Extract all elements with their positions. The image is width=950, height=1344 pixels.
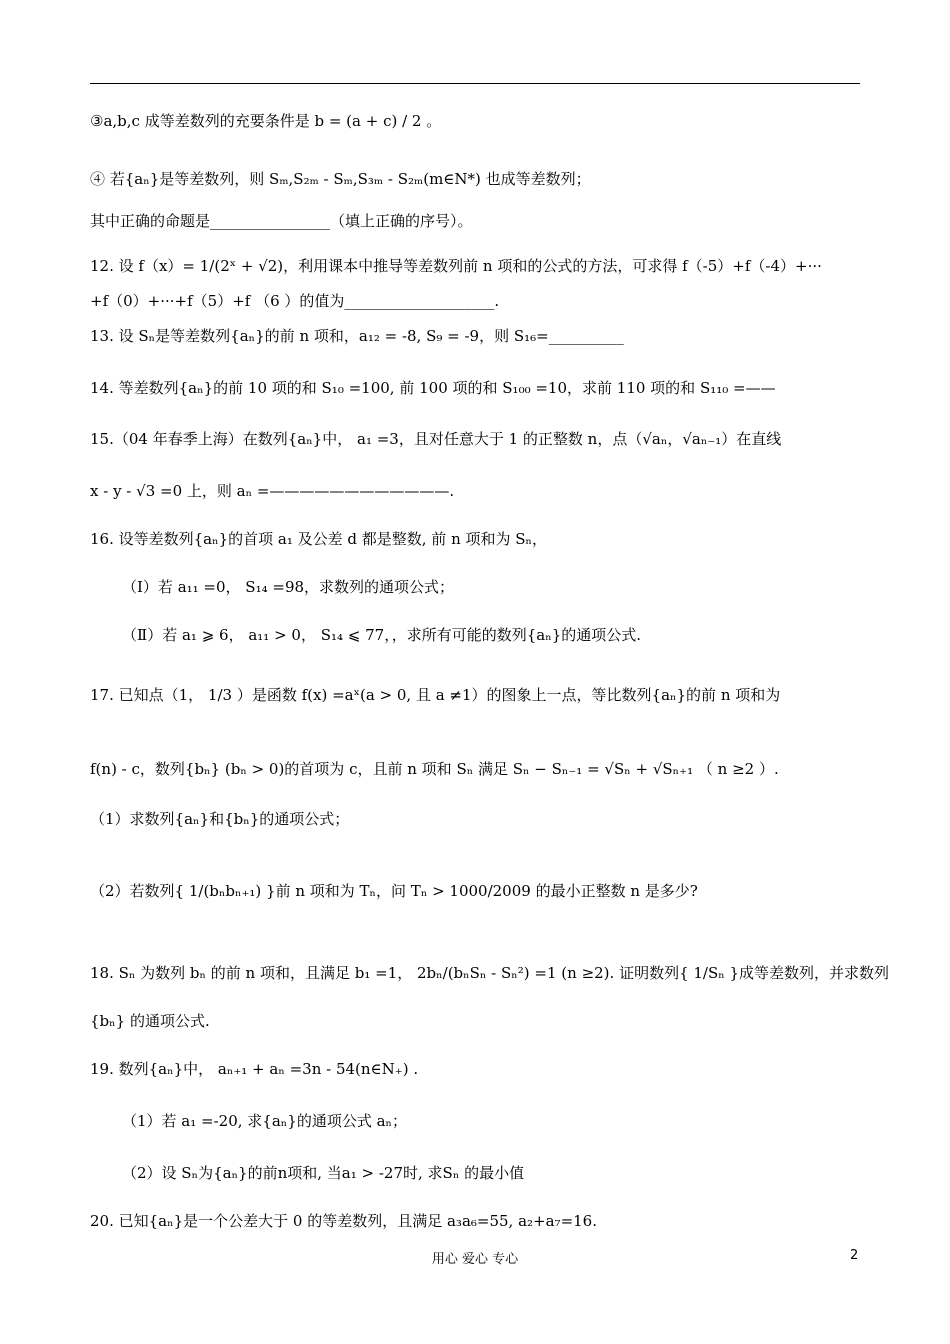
problem-15-line2: x - y - √3 =0 上，则 aₙ =————————————.: [90, 482, 455, 500]
problem-18-line2: {bₙ} 的通项公式.: [90, 1012, 210, 1030]
page-footer: 用心 爱心 专心: [431, 1252, 519, 1267]
problem-20: 20. 已知{aₙ}是一个公差大于 0 的等差数列，且满足 a₃a₆=55, a₂+a₇=16.: [90, 1212, 597, 1230]
problem-17-line1: 17. 已知点（1， 1/3 ）是函数 f(x) =aˣ(a > 0, 且 a ≠1）的图象上一点，等比数列{aₙ}的前 n 项和为: [90, 686, 781, 704]
problem-12-line2: +f（0）+···+f（5）+f （6 ）的值为____________________.: [90, 292, 500, 310]
problem-16: 16. 设等差数列{aₙ}的首项 a₁ 及公差 d 都是整数, 前 n 项和为 Sₙ，: [90, 530, 548, 548]
problem-15-line1: 15.（04 年春季上海）在数列{aₙ}中， a₁ =3，且对任意大于 1 的正整数 n，点（√aₙ，√aₙ₋₁）在直线: [90, 430, 782, 448]
proposition-3: ③a,b,c 成等差数列的充要条件是 b = (a + c) / 2 。: [90, 112, 442, 130]
problem-16-part2: （Ⅱ）若 a₁ ⩾ 6， a₁₁ > 0， S₁₄ ⩽ 77，，求所有可能的数列{aₙ}的通项公式.: [122, 626, 642, 644]
header-rule: [90, 83, 860, 84]
page-number: 2: [850, 1248, 859, 1263]
problem-19-part2: （2）设 Sₙ为{aₙ}的前n项和, 当a₁ > -27时, 求Sₙ 的最小值: [122, 1164, 525, 1182]
problem-19: 19. 数列{aₙ}中， aₙ₊₁ + aₙ =3n - 54(n∈N₊) .: [90, 1060, 419, 1078]
problem-18-line1: 18. Sₙ 为数列 bₙ 的前 n 项和，且满足 b₁ =1， 2bₙ/(bₙSₙ - Sₙ²) =1 (n ≥2). 证明数列{ 1/Sₙ }成等差数列，并求数列: [90, 964, 890, 982]
problem-16-part1: （Ⅰ）若 a₁₁ =0， S₁₄ =98，求数列的通项公式；: [122, 578, 455, 596]
problem-19-part1: （1）若 a₁ =-20, 求{aₙ}的通项公式 aₙ；: [122, 1112, 408, 1130]
problem-14: 14. 等差数列{aₙ}的前 10 项的和 S₁₀ =100, 前 100 项的和 S₁₀₀ =10，求前 110 项的和 S₁₁₀ =——: [90, 379, 776, 397]
problem-17-part2: （2）若数列{ 1/(bₙbₙ₊₁) }前 n 项和为 Tₙ，问 Tₙ > 1000/2009 的最小正整数 n 是多少?: [90, 882, 698, 900]
proposition-answer: 其中正确的命题是________________（填上正确的序号）。: [90, 212, 473, 230]
problem-13: 13. 设 Sₙ是等差数列{aₙ}的前 n 项和，a₁₂ = -8, S₉ = -9，则 S₁₆=__________: [90, 327, 624, 345]
problem-17-part1: （1）求数列{aₙ}和{bₙ}的通项公式；: [90, 810, 350, 828]
proposition-4: ④ 若{aₙ}是等差数列，则 Sₘ,S₂ₘ - Sₘ,S₃ₘ - S₂ₘ(m∈N*) 也成等差数列；: [90, 170, 591, 188]
problem-12-line1: 12. 设 f（x）= 1/(2ˣ + √2)，利用课本中推导等差数列前 n 项和的公式的方法，可求得 f（-5）+f（-4）+···: [90, 257, 822, 275]
problem-17-line2: f(n) - c，数列{bₙ} (bₙ > 0)的首项为 c，且前 n 项和 Sₙ 满足 Sₙ − Sₙ₋₁ = √Sₙ + √Sₙ₊₁ （ n ≥2 ）.: [90, 760, 779, 778]
